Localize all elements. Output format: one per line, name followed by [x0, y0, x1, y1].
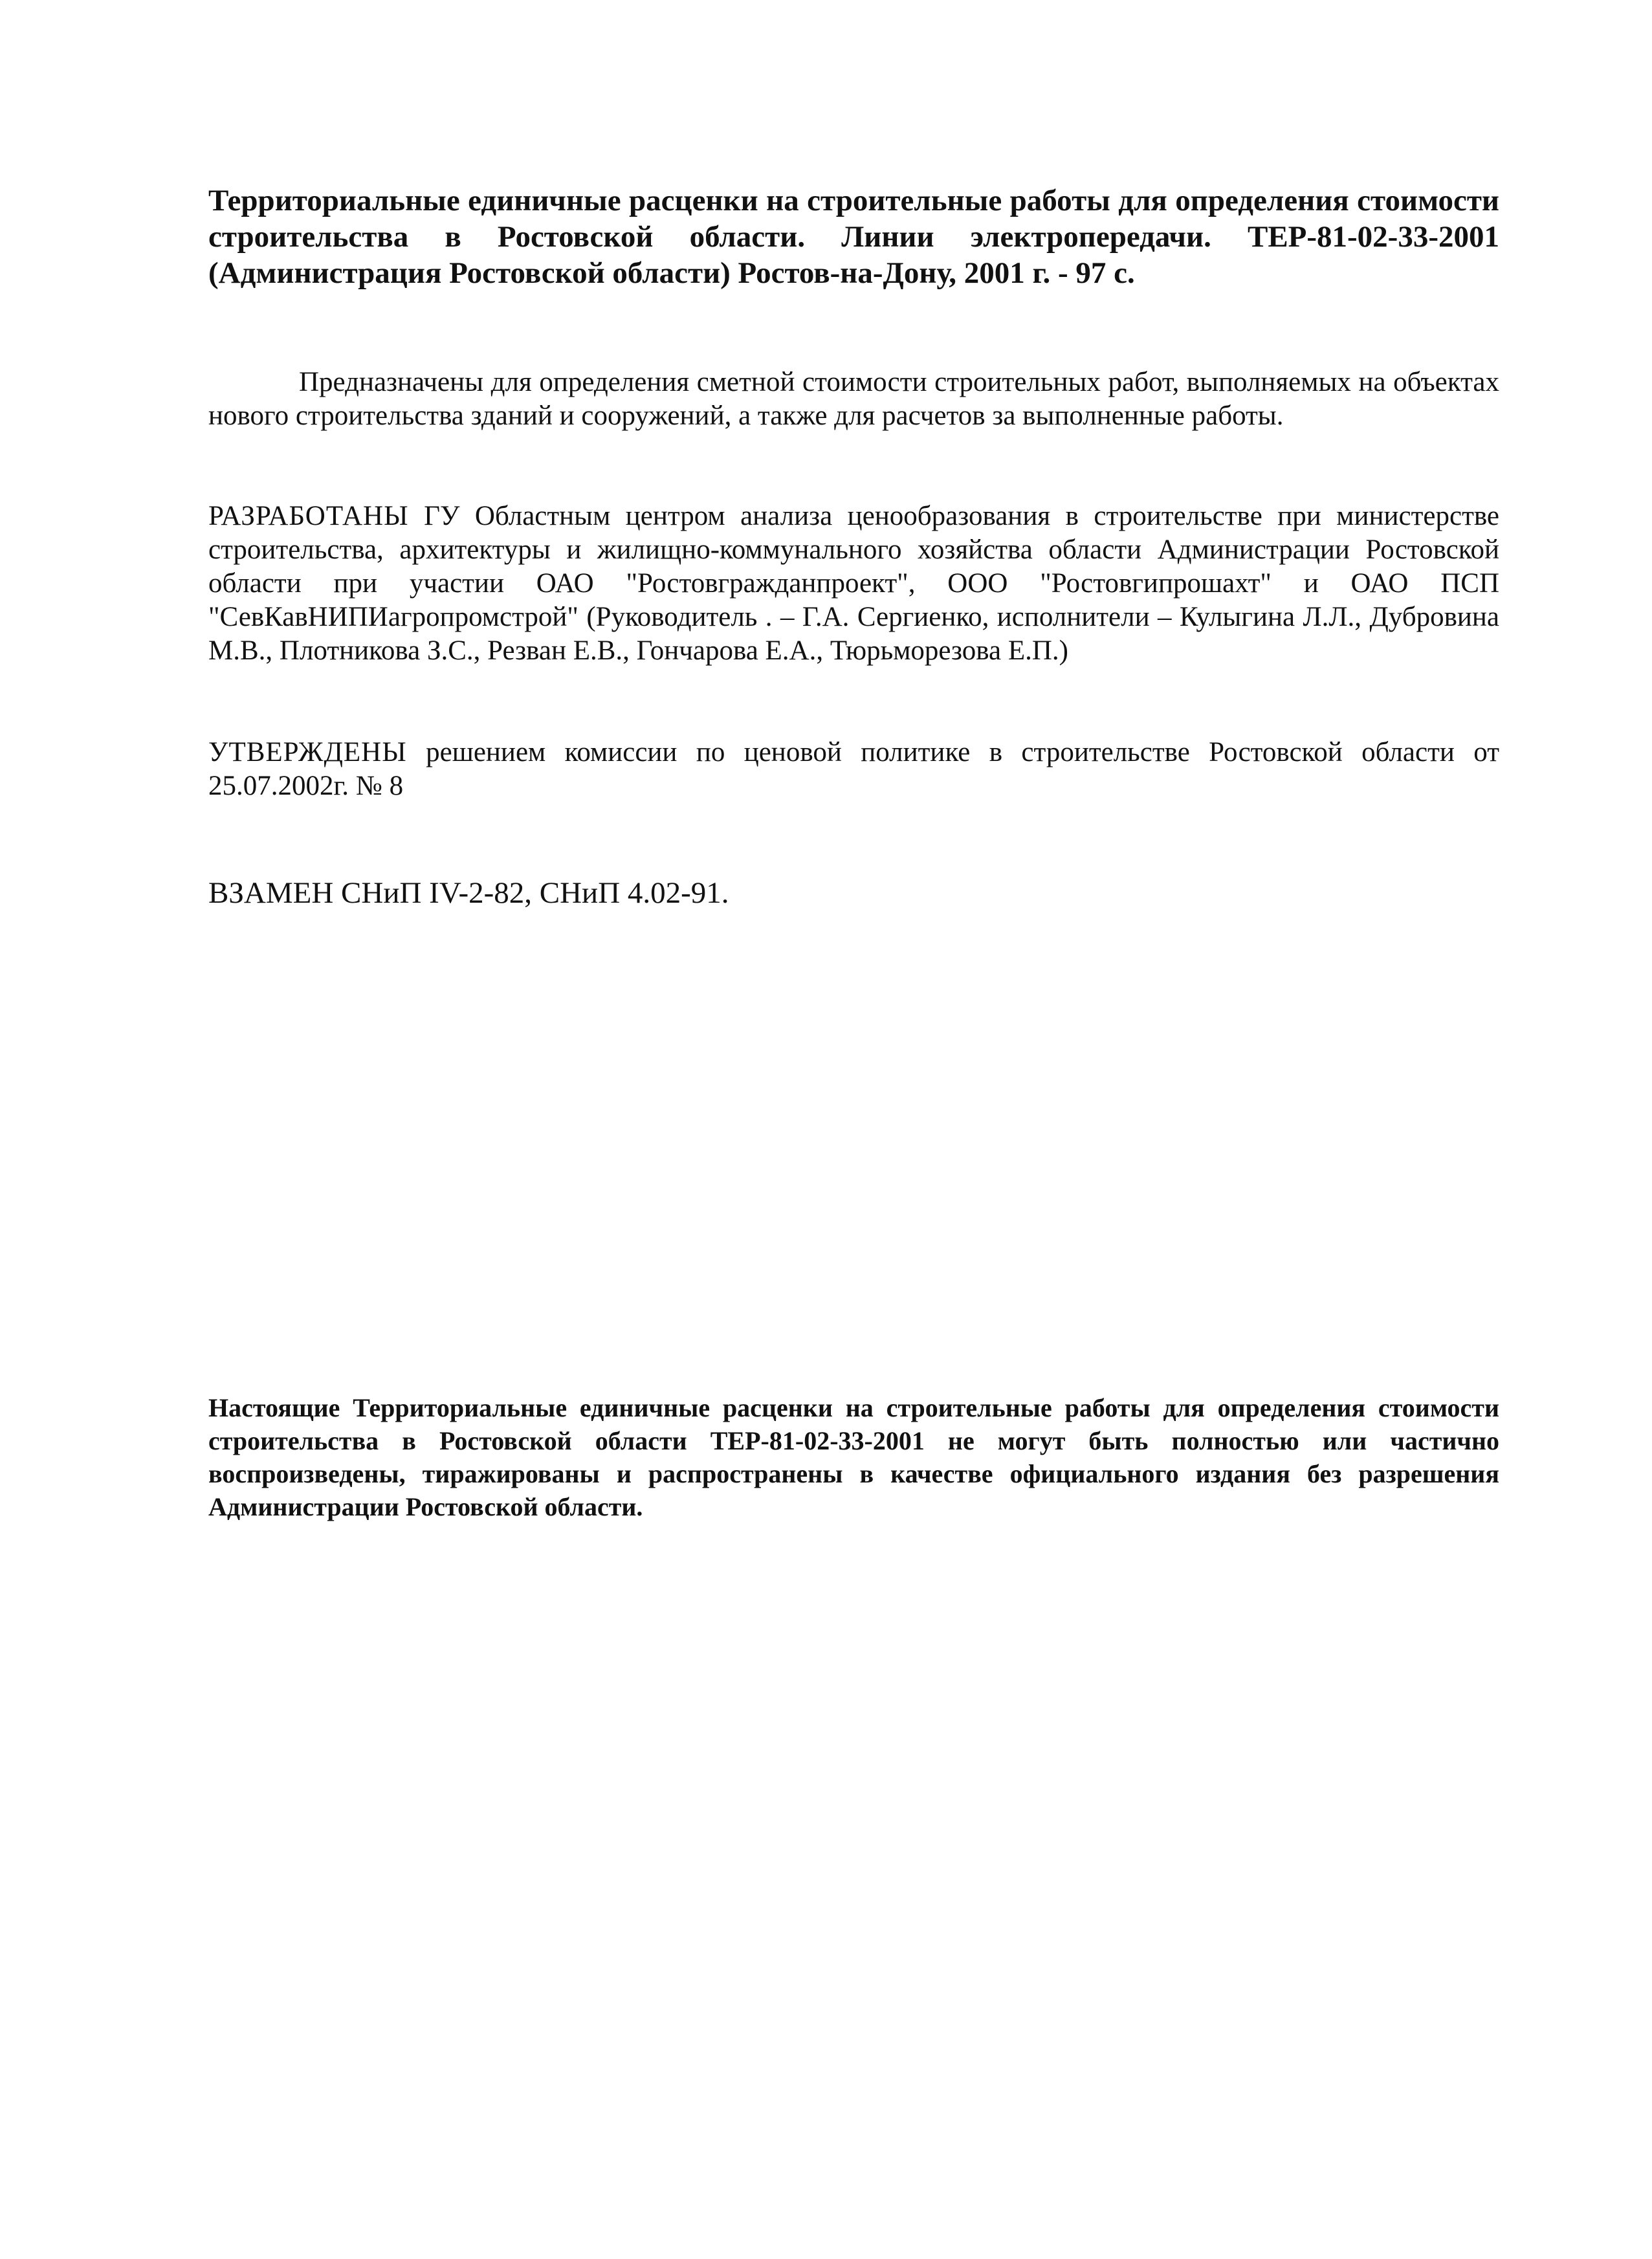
copyright-notice-text: Настоящие Территориальные единичные расценки на строительные работы для определения стоимости строительства в Ростовской области ТЕР-81-02-33-2001 не могут быть полностью или частично воспроизведены, тиражированы и распространены в качестве официального издания без разрешения Администрации Ростовской области. [208, 1393, 1499, 1521]
purpose-text: Предназначены для определения сметной стоимости строительных работ, выполняемых на объектах нового строительства зданий и сооружений, а также для расчетов за выполненные работы. [208, 367, 1499, 431]
approved-label: УТВЕРЖДЕНЫ [208, 737, 407, 767]
copyright-notice [208, 1391, 1499, 1523]
document-title [208, 182, 1499, 291]
replaces-text: ВЗАМЕН СНиП IV-2-82, СНиП 4.02-91. [208, 876, 729, 910]
replaces-line [208, 875, 1499, 911]
approved-text: решением комиссии по ценовой политике в строительстве Ростовской области от 25.07.2002г. № 8 [208, 737, 1499, 801]
approved-paragraph [208, 736, 1499, 803]
developers-label: РАЗРАБОТАНЫ [208, 501, 409, 531]
purpose-paragraph [208, 366, 1499, 433]
developers-paragraph [208, 500, 1499, 668]
document-title-text: Территориальные единичные расценки на строительные работы для определения стоимости строительства в Ростовской области. Линии электропередачи. ТЕР-81-02-33-2001 (Администрация Ростовской области) Ростов-на-Дону, 2001 г. - 97 с. [208, 184, 1499, 290]
developers-text: ГУ Областным центром анализа ценообразования в строительстве при министерстве строительства, архитектуры и жилищно-коммунального хозяйства области Администрации Ростовской области при участии ОАО "Ростовгражданпроект", ООО "Ростовгипрошахт" и ОАО ПСП "СевКавНИПИагропромстрой" (Руководитель . – Г.А. Сергиенко, исполнители – Кулыгина Л.Л., Дубровина М.В., Плотникова З.С., Резван Е.В., Гончарова Е.А., Тюрьморезова Е.П.) [208, 501, 1500, 666]
